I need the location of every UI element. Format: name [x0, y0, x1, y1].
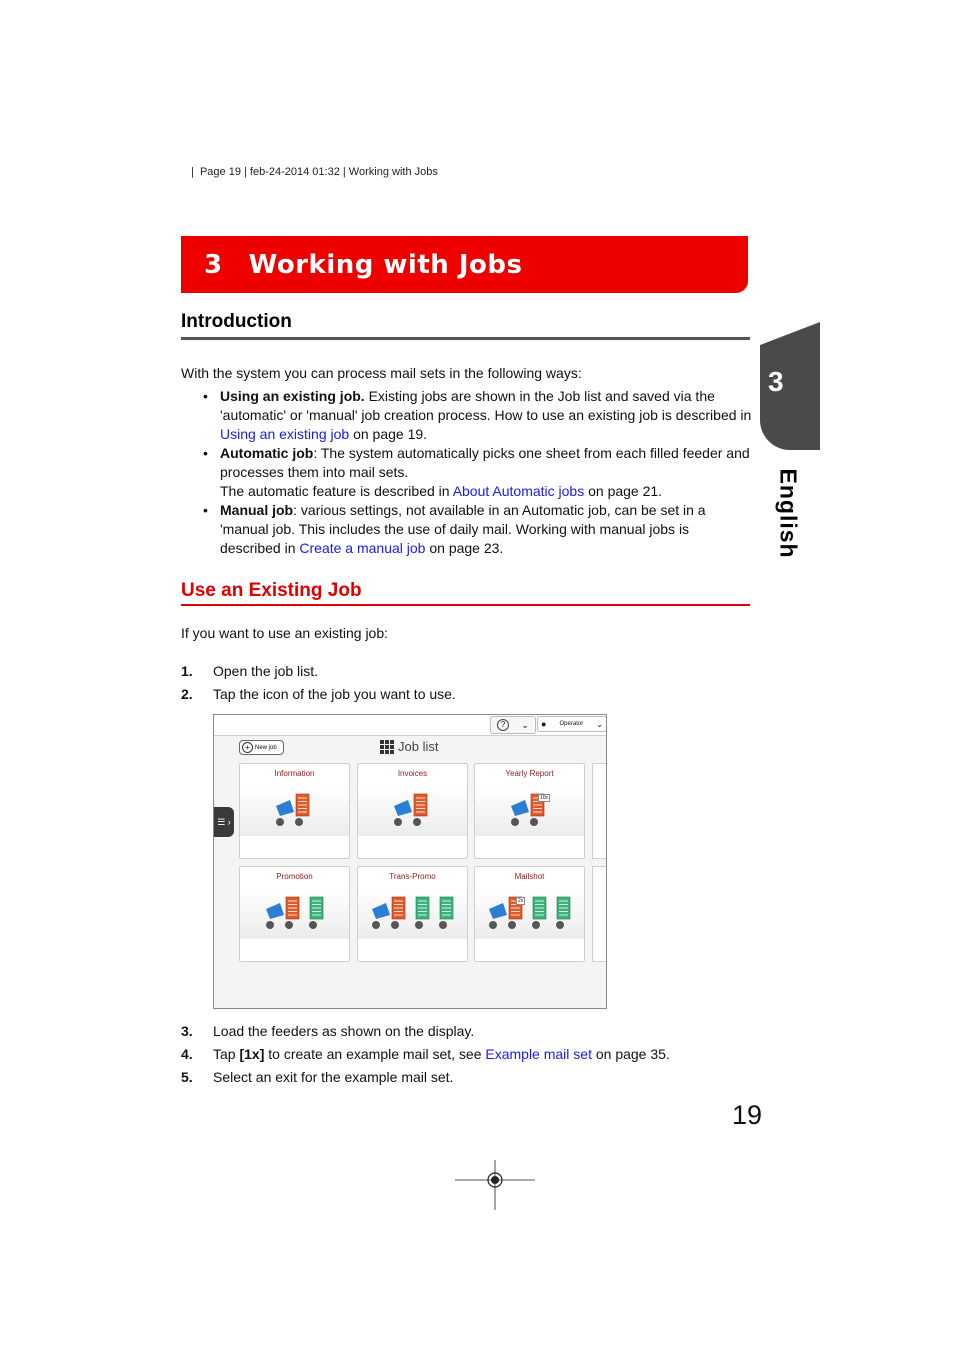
step-number: 1. [181, 663, 193, 679]
bullet-automatic-job [203, 444, 753, 501]
feeder-badge-icon [276, 818, 284, 826]
bullet-text-line2: The automatic feature is described in [220, 483, 453, 499]
chevron-down-icon: ⌄ [521, 719, 529, 730]
chapter-banner [181, 236, 748, 293]
job-card[interactable] [474, 866, 585, 962]
step-text: Tap [213, 1046, 240, 1062]
step-number: 4. [181, 1046, 193, 1062]
bullet-text: : The system automatically picks one sheet from each filled feeder and processes them into mail sets. [220, 445, 750, 480]
step-3 [181, 1022, 474, 1041]
side-tab-number: 3 [768, 366, 784, 397]
crop-mark-icon [455, 1160, 535, 1210]
bullet-text-end: on page 23. [425, 540, 504, 556]
feeder-badge-icon [295, 818, 303, 826]
step-text-end: on page 35. [591, 1046, 670, 1062]
envelope-icon [489, 903, 507, 919]
menu-icon: ☰ › [217, 816, 231, 827]
partial-card[interactable] [592, 866, 607, 962]
partial-card[interactable] [592, 763, 607, 859]
step-number: 5. [181, 1069, 193, 1085]
bullet-text: Existing jobs are shown in the Job list and saved via the 'automatic' or 'manual' job creation process. How to use an existing job is described in [220, 388, 752, 423]
plus-icon: + [242, 742, 253, 753]
language-label: English [775, 468, 802, 559]
feeder-badge-icon [439, 921, 447, 929]
bullet-dot: • [203, 445, 208, 461]
page-number: 19 [732, 1100, 763, 1130]
step-text: Select an exit for the example mail set. [213, 1069, 454, 1085]
job-illustration [240, 887, 351, 939]
use-existing-rule [181, 604, 750, 606]
job-card-title: Trans-Promo [389, 872, 436, 881]
feeder-badge-icon [391, 921, 399, 929]
grid-icon [380, 740, 394, 754]
step-text: Open the job list. [213, 663, 319, 679]
job-list-title [380, 739, 438, 754]
job-illustration [475, 887, 586, 939]
feeder-badge-icon [489, 921, 497, 929]
envelope-icon [266, 903, 284, 919]
job-card-title: Invoices [397, 769, 428, 778]
bullet-dot: • [203, 502, 208, 518]
step-number: 2. [181, 686, 193, 702]
job-card-title: Promotion [276, 872, 313, 881]
introduction-rule [181, 337, 750, 340]
feeder-badge-icon [309, 921, 317, 929]
envelope-icon [511, 800, 529, 816]
feeder-badge-icon [413, 818, 421, 826]
feeder-badge-icon [266, 921, 274, 929]
link-about-automatic-jobs[interactable]: About Automatic jobs [452, 483, 585, 499]
new-job-label: New job [255, 744, 277, 751]
job-illustration [358, 784, 469, 836]
introduction-lead: With the system you can process mail sets in the following ways: [181, 365, 582, 381]
step-2 [181, 685, 456, 704]
envelope-icon [372, 903, 390, 919]
step-4 [181, 1045, 670, 1064]
feeder-badge-icon [372, 921, 380, 929]
job-card[interactable] [239, 866, 350, 962]
copies-badge: 10x [540, 795, 549, 801]
job-card-title: Mailshot [514, 872, 545, 881]
bullet-text-end: on page 19. [349, 426, 428, 442]
step-text-mid: to create an example mail set, see [264, 1046, 486, 1062]
operator-label: Operator [559, 721, 584, 727]
job-list-title-text: Job list [398, 739, 439, 754]
job-card-title: Information [274, 769, 315, 778]
operator-select[interactable] [537, 716, 607, 732]
use-existing-heading: Use an Existing Job [181, 580, 362, 601]
bullet-dot: • [203, 388, 208, 404]
step-number: 3. [181, 1023, 193, 1039]
link-example-mail-set[interactable]: Example mail set [485, 1046, 592, 1062]
job-card[interactable] [357, 763, 468, 859]
step-bold: [1x] [239, 1046, 265, 1062]
chapter-title: Working with Jobs [248, 249, 523, 280]
link-create-manual-job[interactable]: Create a manual job [299, 540, 426, 556]
bullet-manual-job [203, 501, 753, 558]
bullet-text-end: on page 21. [584, 483, 663, 499]
job-illustration [240, 784, 351, 836]
envelope-icon [276, 800, 294, 816]
page-header: | Page 19 | feb-24-2014 01:32 | Working with Jobs [191, 166, 438, 178]
bullet-existing-job [203, 387, 753, 444]
step-1 [181, 662, 318, 681]
feeder-badge-icon [556, 921, 564, 929]
use-existing-lead: If you want to use an existing job: [181, 625, 389, 641]
introduction-heading: Introduction [181, 311, 292, 332]
job-card[interactable] [357, 866, 468, 962]
menu-toggle[interactable] [214, 807, 234, 837]
chevron-down-icon: ⌄ [596, 719, 603, 729]
introduction-bullets [203, 387, 753, 558]
help-button[interactable] [490, 716, 536, 734]
job-list-screenshot [213, 714, 607, 1009]
job-card[interactable] [474, 763, 585, 859]
job-illustration [358, 887, 469, 939]
job-card-title: Yearly Report [505, 769, 554, 778]
job-card[interactable] [239, 763, 350, 859]
step-text: Load the feeders as shown on the display. [213, 1023, 475, 1039]
link-using-existing-job[interactable]: Using an existing job [220, 426, 350, 442]
feeder-badge-icon [508, 921, 516, 929]
copies-badge: 2x [518, 898, 524, 904]
bullet-text: : various settings, not available in an Automatic job, can be set in a 'manual job. This includes the use of daily mail. Working with manual jobs is described in [220, 502, 706, 556]
feeder-badge-icon [532, 921, 540, 929]
envelope-icon [394, 800, 412, 816]
bullet-term: Using an existing job. [220, 388, 365, 404]
new-job-button[interactable] [239, 740, 284, 755]
step-5 [181, 1068, 453, 1087]
feeder-badge-icon [285, 921, 293, 929]
feeder-badge-icon [530, 818, 538, 826]
help-icon: ? [497, 719, 509, 731]
user-icon: ● [541, 719, 547, 729]
step-text: Tap the icon of the job you want to use. [213, 686, 456, 702]
feeder-badge-icon [511, 818, 519, 826]
bullet-term: Automatic job [220, 445, 314, 461]
feeder-badge-icon [394, 818, 402, 826]
feeder-badge-icon [415, 921, 423, 929]
bullet-term: Manual job [220, 502, 294, 518]
job-illustration [475, 784, 586, 836]
chapter-number: 3 [204, 249, 223, 280]
